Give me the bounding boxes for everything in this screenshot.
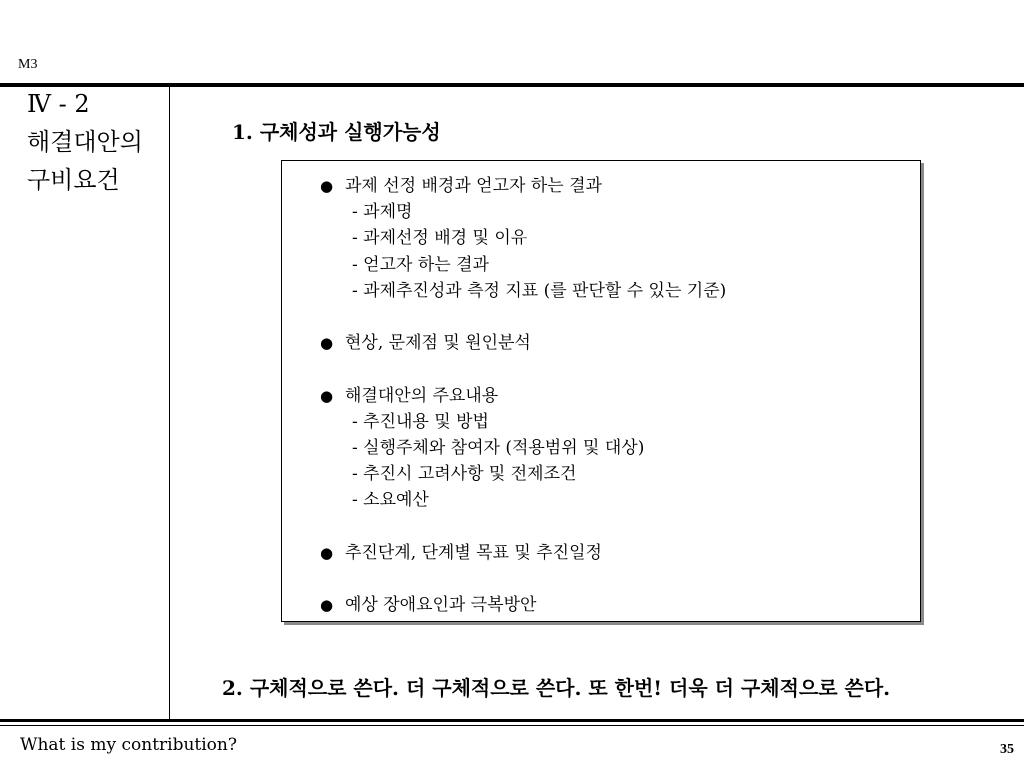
requirement-sub-item: - 과제명 xyxy=(352,202,413,223)
requirement-title: 해결대안의 주요내용 xyxy=(345,385,499,406)
requirement-sub-item: - 과제추진성과 측정 지표 (를 판단할 수 있는 기준) xyxy=(352,280,727,301)
bottom-divider-line xyxy=(0,719,1024,722)
requirement-bullet-item xyxy=(320,330,920,356)
requirement-sub-item: - 소요예산 xyxy=(352,490,429,511)
requirement-title: 과제 선정 배경과 얻고자 하는 결과 xyxy=(345,176,602,196)
requirement-bullet-item xyxy=(320,540,920,566)
section-heading-2: 2. 구체적으로 쓴다. 더 구체적으로 쓴다. 또 한번! 더욱 더 구체적으로 쓴다. xyxy=(222,676,891,700)
sidebar-title-line-2: 구비요건 xyxy=(27,166,120,194)
requirement-sub-item: - 과제선정 배경 및 이유 xyxy=(352,228,528,249)
requirement-title: 예상 장애요인과 극복방안 xyxy=(345,595,537,615)
requirement-sub-item: - 실행주체와 참여자 (적용범위 및 대상) xyxy=(352,437,645,458)
sidebar xyxy=(27,85,165,199)
footer-caption: What is my contribution? xyxy=(20,735,237,755)
sidebar-title-line-1: 해결대안의 xyxy=(27,128,143,156)
blank-line xyxy=(320,566,920,592)
requirement-bullet-item xyxy=(320,173,920,199)
requirement-sub-item: - 추진내용 및 방법 xyxy=(352,411,489,432)
requirement-title: 현상, 문제점 및 원인분석 xyxy=(345,333,531,354)
section-heading-1: 1. 구체성과 실행가능성 xyxy=(232,120,441,144)
section-number: Ⅳ - 2 xyxy=(27,90,90,118)
blank-line xyxy=(320,356,920,382)
blank-line xyxy=(320,304,920,330)
bottom-divider-line-thin xyxy=(0,725,1024,726)
requirement-sub-item: - 추진시 고려사항 및 전제조건 xyxy=(352,464,577,485)
slide-code: M3 xyxy=(18,57,38,72)
requirement-bullet-item xyxy=(320,383,920,409)
bullet-icon: ● xyxy=(320,177,334,195)
column-divider-line xyxy=(169,87,170,719)
blank-line xyxy=(320,513,920,539)
requirement-bullet-item xyxy=(320,592,920,618)
bullet-icon: ● xyxy=(320,543,334,562)
bullet-icon: ● xyxy=(320,334,334,353)
requirement-title: 추진단계, 단계별 목표 및 추진일정 xyxy=(345,542,602,563)
page-number: 35 xyxy=(1000,742,1014,757)
requirements-box xyxy=(281,160,921,622)
bullet-icon: ● xyxy=(320,596,334,614)
requirement-sub-item: - 얻고자 하는 결과 xyxy=(352,254,489,275)
bullet-icon: ● xyxy=(320,386,334,405)
